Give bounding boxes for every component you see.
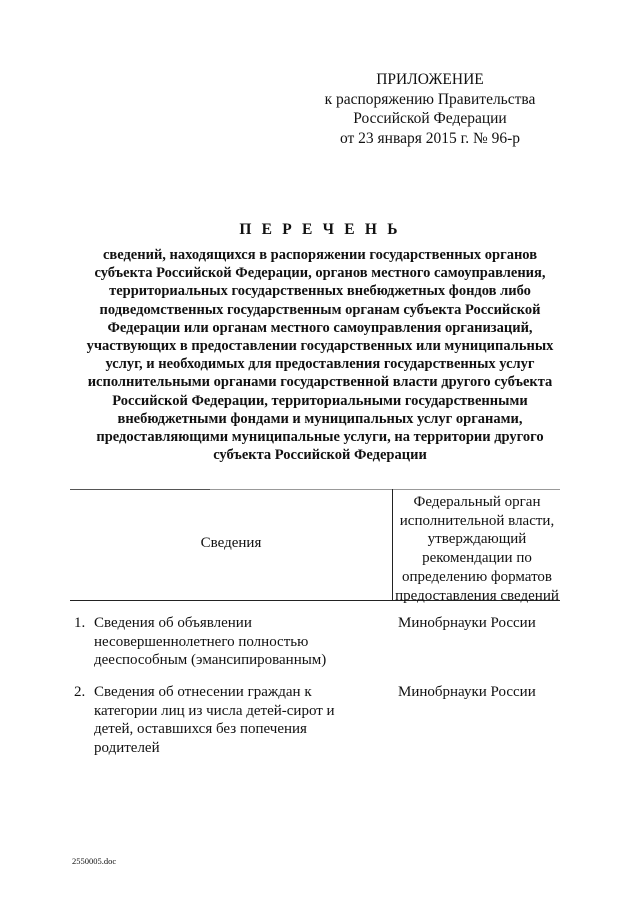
row-info-line: Сведения об объявлении xyxy=(94,615,252,631)
subtitle-line: сведений, находящихся в распоряжении государственных органов xyxy=(102,247,538,263)
row-number: 2. xyxy=(74,684,86,700)
document-subtitle xyxy=(60,246,580,464)
column-header-authority-line: Федеральный орган xyxy=(413,494,541,510)
subtitle-line: внебюджетными фондами и муниципальных услуг органами, xyxy=(117,410,523,427)
subtitle-line: субъекта Российской Федерации xyxy=(213,447,427,464)
column-header-authority-line: исполнительной власти, xyxy=(399,512,555,529)
subtitle-line: территориальных государственных внебюджетных фондов либо xyxy=(109,283,531,300)
appendix-date: от 23 января 2015 г. № 96-р xyxy=(339,129,521,147)
row-info xyxy=(94,683,344,757)
row-info-line: родителей xyxy=(94,739,160,756)
column-header-authority-line: рекомендации по xyxy=(422,550,532,567)
column-header-authority xyxy=(393,493,561,605)
subtitle-line: подведомственных государственным органам субъекта Российской xyxy=(99,301,541,318)
row-authority: Минобрнауки России xyxy=(398,615,536,631)
appendix-block xyxy=(300,70,560,148)
subtitle-line: услуг, и необходимых для предоставления государственных услуг xyxy=(105,356,535,373)
row-number: 1. xyxy=(74,615,86,631)
row-info-line: категории лиц из числа детей-сирот и xyxy=(94,702,335,719)
column-header-authority-line: предоставления сведений xyxy=(395,587,559,604)
column-header-authority-line: утверждающий xyxy=(427,531,527,548)
row-info-line: Сведения об отнесении граждан к xyxy=(94,684,312,700)
table-top-border xyxy=(210,489,560,490)
appendix-line: к распоряжению Правительства xyxy=(324,90,536,108)
subtitle-line: предоставляющими муниципальные услуги, на территории другого xyxy=(96,429,544,446)
appendix-title: ПРИЛОЖЕНИЕ xyxy=(376,71,484,88)
row-authority: Минобрнауки России xyxy=(398,684,536,700)
column-header-info: Сведения xyxy=(200,535,262,551)
subtitle-line: Федерации или органам местного самоуправления организаций, xyxy=(107,319,533,336)
subtitle-line: исполнительными органами государственной власти другого субъекта xyxy=(87,374,553,391)
row-info-line: детей, оставшихся без попечения xyxy=(94,721,307,738)
table-top-border xyxy=(70,489,210,490)
row-info-line: дееспособным (эмансипированным) xyxy=(94,652,327,669)
row-info-line: несовершеннолетнего полностью xyxy=(94,633,309,650)
subtitle-line: участвующих в предоставлении государственных или муниципальных xyxy=(86,338,554,355)
subtitle-line: Российской Федерации, территориальными государственными xyxy=(112,392,528,409)
row-info xyxy=(94,614,344,670)
column-header-authority-line: определению форматов xyxy=(401,568,553,585)
document-title: П Е Р Е Ч Е Н Ь xyxy=(239,221,401,238)
subtitle-line: субъекта Российской Федерации, органов местного самоуправления, xyxy=(94,265,546,282)
appendix-line: Российской Федерации xyxy=(353,110,507,127)
footer-filename: 2550005.doc xyxy=(72,856,117,866)
